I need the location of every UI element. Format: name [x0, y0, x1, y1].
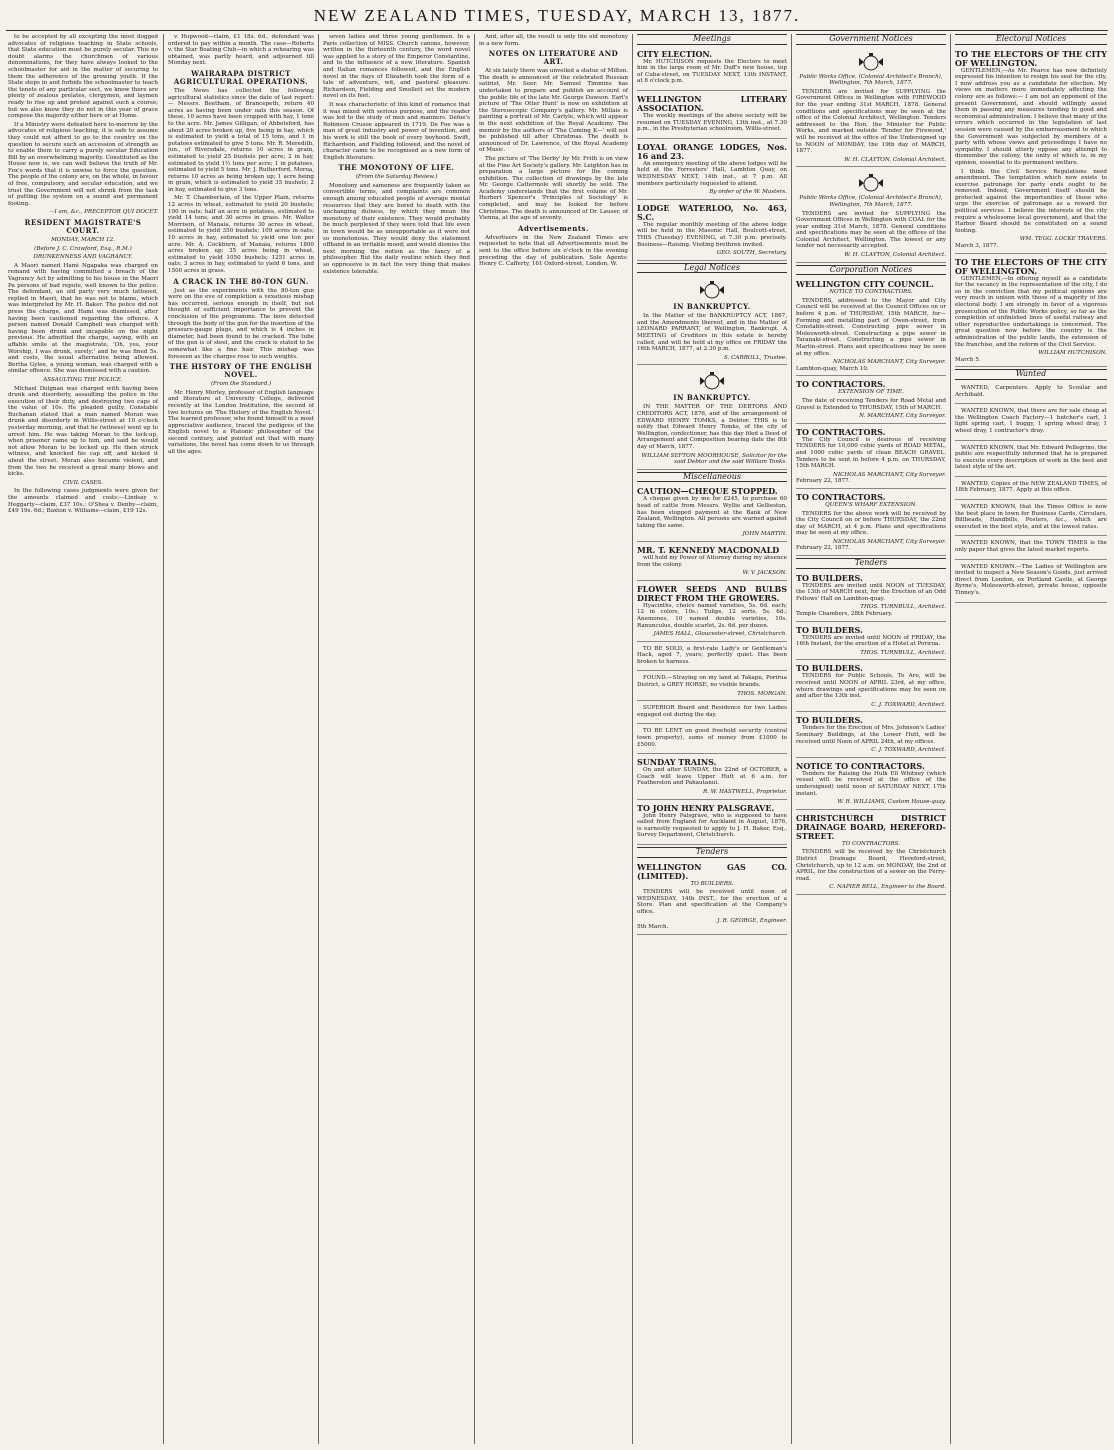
column-6	[796, 34, 946, 1444]
ad-text: WANTED KNOWN, that Mr. Edward Pellegrino, the public are respectfully informed that he is prepared to execute every description of work in the best and latest style of the art.	[955, 444, 1107, 471]
ad-heading: IN BANKRUPTCY.	[673, 393, 751, 403]
article-text: The picture of 'The Derby' by Mr. Frith is on view at the Fine Art Society's gallery. Mr. Leighton has in preparation a large picture for the coming exhibition. The collection of drawings by the late Mr. George Cattermole will shortly be sold. The Academy understands that the first volume of Mr. Herbert Spencer's 'Principles of Sociology' is completed, and may be looked for before Christmas. The death is announced of Dr. Lauser, of Vienna, at the age of seventy.	[479, 155, 628, 222]
ad-text: SUPERIOR Board and Residence for two Ladies engaged out during the day.	[637, 705, 787, 718]
ad-heading: IN BANKRUPTCY.	[673, 302, 751, 312]
advertisement	[796, 760, 946, 810]
section-tenders: Tenders	[637, 847, 787, 858]
ad-heading: WELLINGTON GAS CO. (LIMITED).	[637, 861, 787, 881]
advertisement	[796, 572, 946, 622]
column-divider	[950, 34, 951, 1444]
ad-text: TENDERS are invited until NOON of FRIDAY, the 16th Instant, for the erection of a Hotel at Porirua.	[796, 634, 946, 648]
advertisement	[796, 812, 946, 895]
section-miscellaneous: Miscellaneous	[637, 472, 787, 483]
ad-heading: TO BUILDERS.	[796, 715, 863, 726]
ad-heading: WELLINGTON LITERARY ASSOCIATION.	[637, 93, 787, 113]
ad-text: Tenders for the Erection of Mrs. Johnson's Ladies' Seminary Buildings, at the Lower Hutt, will be received until Noon of APRIL 24th, at my offices.	[796, 725, 946, 745]
source-line: (From the Saturday Review.)	[355, 174, 438, 181]
ad-text: The City Council is desirous of receiving TENDERS for 10,000 cubic yards of ROAD METAL, and 1000 cubic yards of clean BEACH GRAVEL. Tenders to be sent in before 4 p.m. on THURSDAY, 15th MARCH.	[796, 436, 946, 470]
ad-signature: N. MARCHANT, City Surveyor.	[859, 413, 946, 420]
ad-text: TENDERS for Public Schools, Te Aro, will be received until NOON of APRIL 23rd, at my office, where drawings and specifications may be seen on and after the 13th inst.	[796, 673, 946, 700]
ad-text: FOUND.—Straying on my land at Takapu, Porirua District, a GREY HORSE, no visible brands.	[637, 675, 787, 689]
section-heading: THE HISTORY OF THE ENGLISH NOVEL.	[169, 362, 313, 380]
royal-crest-icon	[697, 371, 727, 391]
ad-heading: TO THE ELECTORS OF THE CITY OF WELLINGTON.	[955, 256, 1107, 276]
column-1	[8, 34, 158, 1444]
ad-heading: LODGE WATERLOO, No. 463, S.C.	[637, 202, 787, 222]
ad-heading: TO BUILDERS.	[796, 572, 863, 583]
advertisement	[637, 726, 787, 754]
ad-heading: CHRISTCHURCH DISTRICT DRAINAGE BOARD, HEREFORD-STREET.	[796, 812, 946, 841]
ad-heading: TO BUILDERS.	[796, 624, 863, 635]
article-text: In the following cases judgments were given for the amounts claimed and costs:—Lindsay v. Heggarty—claim, £37 10s.; O'Shea v. Denby—claim, £49 19s. 6d.; Baxton v. Williams—claim, £19 12s.	[8, 488, 158, 515]
advertisement	[955, 256, 1107, 368]
ad-signature: W. R. WILLIAMS, Custom House-quay.	[837, 799, 946, 806]
ad-signature: NICHOLAS MARCHANT, City Surveyor.	[833, 538, 946, 545]
advertisement	[955, 562, 1107, 603]
section-wanted: Wanted	[955, 369, 1107, 380]
ad-text: WANTED, Carpenters. Apply to Scoular and Archibald.	[955, 384, 1107, 398]
ad-signature: R. W. HASTWELL, Proprietor.	[702, 789, 787, 795]
ad-text: The regular monthly meeting of the above lodge will be held in the Masonic Hall, Boulcott-street, THIS (Tuesday) EVENING, at 7.30 p.m. precisely. Business—Raising. Visiting brethren invited.	[637, 221, 787, 248]
ad-heading: WELLINGTON CITY COUNCIL.	[796, 279, 934, 290]
article-text: Mr. T. Chamberlain, of the Upper Plain, returns 12 acres in wheat, estimated to yield 20 bushels; 100 in oats; half an acre in potatoes, estimated to yield 14 tons, and 30 acres in grass. Mr. Walter Morrison, of Manaia, returns 30 acres in wheat, estimated to yield 350 bushels; 109 acres in oats; 10 acres in hay, estimated to yield one ton per acre. Mr. A. Cockburn, of Manaia, returns 1800 acres broken up; 35 acres being in wheat, estimated to yield 1050 bushels; 1251 acres in oats; 3 acres in hay, estimated to yield 6 tons, and 1500 acres in grass.	[168, 195, 314, 274]
ad-signature: W. V. JACKSON.	[742, 570, 787, 577]
ad-text: TENDERS will be received until noon of WEDNESDAY, 14th INST., for the erection of a Store. Plan and specification at the Company's office.	[637, 889, 787, 915]
advertisement	[637, 861, 787, 935]
section-heading: RESIDENT MAGISTRATE'S COURT.	[24, 218, 142, 236]
section-heading: Advertisements.	[518, 223, 589, 233]
ad-text: TO BE SOLD, a first-rate Lady's or Gentleman's Hack, aged 7, years; perfectly quiet. Has been broken to harness.	[637, 645, 787, 665]
article-text: v. Hopwood—claim, £1 18s. 6d., defendant was ordered to pay within a month. The case—Roberts v. the Star Boating Club—in which a rehearing was obtained, was partly heard, and adjourned till Monday next.	[168, 34, 314, 67]
subheading: DRUNKENNESS AND VAGRANCY.	[33, 254, 133, 261]
byline: (Before J. C. Crawford, Esq., R.M.)	[34, 245, 132, 252]
ad-signature: By order of the W. Masters.	[709, 189, 787, 196]
section-heading: WAIRARAPA DISTRICT AGRICULTURAL OPERATIONS.	[173, 68, 309, 86]
advertisement	[955, 383, 1107, 404]
dateline: MONDAY, MARCH 12.	[51, 237, 115, 244]
article-text: Michael Dolgnan was charged with having been drunk and disorderly, assaulting the police in the execution of their duty, and destroying two caps of the value of 10s. He pleaded guilty. Constable Buchanan stated that a man named Moran was drunk and disorderly in Willis-street at 10 o'clock yesterday morning, and that he (witness) went up to arrest him. He was taking Moran to the lock-up, when prisoner came up to him, and said he would not allow Moran to be locked up. He then struck witness, and knocked his cap off, and kicked it about the street. Moran also became violent, and from the two he received a great many blows and kicks.	[8, 385, 158, 478]
ad-heading: TO CONTRACTORS.	[796, 426, 886, 437]
ad-signature: THOS. MORGAN.	[737, 690, 787, 697]
advertisement	[637, 673, 787, 701]
ad-text: Tenders for Raising the Hulk Ell Whitney (which vessel will be received at the office of the undersigned) until noon of SATURDAY NEXT, 17th instant.	[796, 770, 946, 797]
ad-heading: CAUTION—CHEQUE STOPPED.	[637, 486, 778, 497]
ad-signature: J. R. GEORGE, Engineer.	[717, 917, 787, 924]
ad-text: John Henry Palsgrave, who is supposed to have sailed from England for Auckland in August, 1876, is earnestly requested to apply to J. H. Baker, Esq., Survey Department, Christchurch.	[637, 812, 787, 839]
advertisement	[955, 48, 1107, 254]
advertisement	[955, 538, 1107, 559]
advertisement	[955, 406, 1107, 440]
column-2	[168, 34, 314, 1444]
ad-date: Temple Chambers, 28th February.	[796, 611, 893, 618]
subheading: ASSAULTING THE POLICE.	[43, 376, 123, 383]
advertisement	[637, 202, 787, 261]
advertisement	[796, 662, 946, 712]
ad-heading: CITY ELECTION.	[637, 48, 712, 59]
advertisement	[796, 714, 946, 757]
ad-subheading: TO CONTRACTORS.	[841, 840, 901, 847]
column-divider	[318, 34, 319, 1444]
ad-text: TENDERS are invited until NOON of TUESDAY, the 13th of MARCH next, for the Erection of an Odd Fellows' Hall on Lambton-quay.	[796, 582, 946, 602]
ad-text: TENDERS will be received by the Christchurch District Drainage Board, Hereford-street, Christchurch, up to 12 a.m. on MONDAY, the 2nd of APRIL, for the construction of a sewer on the Ferry-road.	[796, 849, 946, 882]
ad-heading: FLOWER SEEDS AND BULBS DIRECT FROM THE GROWERS.	[637, 583, 787, 603]
column-4	[479, 34, 628, 1444]
article-text: It was characteristic of this kind of romance that it was mixed with serious purpose, and the reader was led to the study of men and manners. Defoe's Robinson Crusoe appeared in 1719. De Foe was a man of great industry and power of invention, and his work is still the book of every boyhood. Swift, Richardson, and Fielding followed, and the novel of character came to be recognised as a new form of English literature.	[323, 101, 470, 161]
advertisement	[796, 169, 946, 262]
section-meetings: Meetings	[637, 34, 787, 45]
ad-text: Mr. HUTCHISON requests the Electors to meet him in the large room of Mr. Duff's new house, top of Cuba-street, on TUESDAY NEXT, 13th INSTANT, at 8 o'clock p.m.	[637, 58, 787, 85]
ad-heading: TO BUILDERS.	[796, 663, 863, 674]
ad-text: On and after SUNDAY, the 22nd of OCTOBER, a Coach will leave Upper Hutt at 6 a.m. for Featherston and Pahautanui.	[637, 767, 787, 787]
article-text: The News has collected the following agricultural statistics since the date of last report:— Messrs. Beetham, of Brancepeth, return 40 acres as having been under oats this season. Of these, 10 acres have been cropped with hay, 1 tone to the acre. Mr. James Gilligan, of Abbotsford, has about 20 acres broken up, five being in hay, which is estimated to yield a total of 15 tons, and 1 in potatoes estimated to give 5 tons. Mr. R. Meredith, jun., of Riversdale, returns 10 acres in grain, estimated to yield 25 bushels per acre; 2 in hay, estimated to yield 1½ tons per acre; 1 in potatoes, estimated to yield 5 tons. Mr. J. Rutherford, Moroa, returns 10 acres as being broken up; 1 acre being in grain, which is estimated to yield 35 bushels; 2 in hay, estimated to give 3 tons.	[168, 87, 314, 193]
advertisement	[637, 544, 787, 581]
ad-text: WANTED KNOWN, that there are for sale cheap at the Wellington Coach Factory—1 butcher's cart, 1 light spring cart, 1 buggy, 1 spring wheel dray, 1 wheel dray, 1 contractor's dray.	[955, 408, 1107, 434]
ad-signature: WILLIAM SEFTON MOORHOUSE, Solicitor for the said Debtor and the said William Tonks.	[641, 452, 787, 466]
column-7	[955, 34, 1107, 1444]
article-text: seven ladies and three young gentlemen. In a Paris collection of MISS. Church canons, however, written in the thirteenth century, the word novel was applied to a story of the Emperor Constantine, and to the influence of a new literature. Spanish and Italian romances followed, and the English novel in the days of Elizabeth took the form of a tale of adventure, wit, and pastoral pleasure. Richardson, Fielding and Smollett set the modern novel on its feet.	[323, 34, 470, 100]
section-government-notices: Government Notices	[796, 34, 946, 45]
section-heading: A CRACK IN THE 80-TON GUN.	[173, 276, 309, 286]
ad-text: TENDERS for the above work will be received by the City Council on or before THURSDAY, the 22nd day of MARCH, at 4 p.m. Plans and specifications may be seen at my office.	[796, 510, 946, 537]
ad-heading: LOYAL ORANGE LODGES, Nos. 16 and 23.	[637, 141, 787, 161]
ad-signature: WILLIAM HUTCHISON.	[1038, 350, 1107, 357]
ad-signature: JOHN MARTIN.	[742, 531, 787, 538]
advertisement	[637, 485, 787, 542]
column-divider	[163, 34, 164, 1444]
advertisement	[796, 278, 946, 376]
ad-heading: TO THE ELECTORS OF THE CITY OF WELLINGTON.	[955, 48, 1107, 68]
royal-crest-icon	[697, 280, 727, 300]
ad-heading: MR. T. KENNEDY MACDONALD	[637, 544, 780, 555]
advertisement	[637, 802, 787, 845]
section-heading: THE MONOTONY OF LIFE.	[338, 163, 455, 173]
column-divider	[791, 34, 792, 1444]
article-text: Advertisers in the New Zealand Times are requested to note that all Advertisements must be sent to the office before six o'clock in the evening preceding the day of publication. Sole Agents: Henry C. Cafferty, 161 Oxford-street, London, W.	[479, 234, 628, 268]
advertisement	[955, 443, 1107, 477]
section-corporation-notices: Corporation Notices	[796, 265, 946, 276]
advertisement	[637, 48, 787, 91]
ad-text: TO BE LENT on good freehold security (central town property), sums of money from £1000 to £5000.	[637, 728, 787, 748]
advertisement	[955, 479, 1107, 500]
ad-date: Lambton-quay, March 10.	[796, 365, 869, 372]
article-text: Just as the experiments with the 80-ton gun were on the eve of completion a vexatious mishap has occurred, serious enough in itself, but not thought of sufficient importance to prevent the conclusion of the programme. The bore detected through the body of the gun for the insertion of the pressure-gauge plugs, and which is 4 inches in diameter, had been found to be cracked. The tube of the gun is of steel, and the crack is stated to be somewhat like a fine hair. This mishap was foreseen as the charges rose to such weights.	[168, 287, 314, 360]
section-tenders: Tenders	[796, 558, 946, 569]
ad-subheading: TO BUILDERS.	[690, 880, 734, 887]
ad-text: TENDERS, addressed to the Mayor and City Council will be received at the Council Offices on or before 4 p.m. of THURSDAY, 15th MARCH, for— Forming and metalling part of Owen-street, from Constable-street. Constructing pipe sewer in Molesworth-street. Constructing a pipe sewer in Taranaki-street. Constructing a pipe sewer in Martin-street. Plans and specifications may be seen at my office.	[796, 297, 946, 357]
column-5	[637, 34, 787, 1444]
ad-signature: WM. TEGG. LOCKE TRAVERS.	[1019, 236, 1107, 243]
ad-signature: THOS. TURNBULL, Architect.	[860, 649, 946, 656]
ad-text: WANTED KNOWN, that the Times Office is now the best place in town for Business Cards, Circulars, Billheads, Handbills, Posters, &c., which are executed in the best style, and at the lowest rates.	[955, 504, 1107, 530]
ad-text: TENDERS are invited for SUPPLYING the Government Offices in Wellington with FIREWOOD for the year ending 31st MARCH, 1878. General conditions and specifications may be seen at the office of the Colonial Architect, Wellington. Tenders addressed to the Hon. the Minister for Public Works, and marked outside 'Tender for Firewood,' will be received at the office of the Undersigned up to NOON of MONDAY, the 19th day of MARCH, 1877.	[796, 88, 946, 155]
advertisement	[637, 367, 787, 469]
ad-signature: S. CARROLL, Trustee.	[723, 354, 787, 361]
masthead: NEW ZEALAND TIMES, TUESDAY, MARCH 13, 1877.	[313, 6, 801, 25]
ad-heading: TO CONTRACTORS.	[796, 491, 886, 502]
ad-signature: NICHOLAS MARCHANT, City Surveyor.	[833, 471, 946, 478]
ad-subheading: Public Works Office, (Colonial Architect's Branch), Wellington, 7th March, 1877.	[799, 195, 943, 208]
column-divider	[632, 34, 633, 1444]
ad-text: In the Matter of the BANKRUPTCY ACT, 1867, and the Amendments thereof, and in the Matter of LEONARD PARRANT, of Wellington, Bankrupt. A MEETING of Creditors in this estate is hereby called, and will be held at my office on FRIDAY the 16th MARCH, 1877, at 2.30 p.m.	[637, 313, 787, 353]
ad-signature: NICHOLAS MARCHANT, City Surveyor.	[833, 359, 946, 366]
advertisement	[637, 756, 787, 799]
article-text: Mr. Henry Morley, professor of English language and literature at University College, delivered recently at the London Institution, the second of two lectures on 'The History of the English Novel.' The learned professor, who found himself in a most appreciative audience, traced the pedigree of the English novel to a Platonic philosopher of the second century, and pointed out that with many variations, the novel has come down to us through all the ages.	[168, 389, 314, 456]
article-text: And, after all, the result is only the old monotony in a new form.	[479, 34, 628, 47]
ad-text: GENTLEMEN,—In offering myself as a candidate for the vacancy in the representation of the city, I do so in the conviction that my political opinions are very much in unison with those of a majority of the electoral body. I am strongly in favor of a vigorous prosecution of the Public Works policy, so far as the completion of unfinished lines of useful railway and other reproductive undertakings is concerned. The great question now before the country is the administration of the public lands, the extension of the franchise, and the reform of the Civil Service.	[955, 275, 1107, 348]
ad-date: 5th March.	[637, 924, 669, 931]
advertisement	[796, 48, 946, 168]
article-text: to be accepted by all excepting the most dogged advocates of religious teaching in State schools, that State education must be purely secular. This no doubt alarms the churchmen of various denominations, for they have always looked to the schoolmaster for aid in the matter of securing to them the adherence of the growing youth. If the State steps in and forbids the schoolmaster to teach the tenets of any particular sect, we know there are plenty of zealous prelates, clergymen, and laymen ready to rise up and protest against such a course; but we also know they do not in this year of grace compose the majority either here or at Home.	[8, 34, 158, 120]
ad-date: March 5.	[955, 356, 981, 363]
ad-heading: TO JOHN HENRY PALSGRAVE.	[637, 802, 775, 813]
advertisement	[637, 93, 787, 139]
advertisement	[637, 583, 787, 642]
ad-text: A cheque given by me for £245, to purchase 60 head of cattle from Messrs. Wyllie and Gellieston, has been stopped payment at the Bank of New Zealand, Wellington. All persons are warned against taking the same.	[637, 496, 787, 529]
royal-crest-icon	[856, 52, 886, 72]
advertisement	[796, 624, 946, 661]
ad-signature: W. H. CLAYTON, Colonial Architect.	[844, 252, 946, 259]
ad-text: TENDERS are invited for SUPPLYING the Government Offices in Wellington with COAL for the year ending 31st March, 1878. General conditions and specifications may be seen at the offices of the Colonial Architect, Wellington. The lowest or any tender not necessarily accepted.	[796, 210, 946, 250]
ad-subheading: NOTICE TO CONTRACTORS.	[829, 289, 913, 296]
ad-subheading: Public Works Office, (Colonial Architect's Branch), Wellington, 7th March, 1877.	[799, 73, 943, 87]
subheading: CIVIL CASES.	[63, 479, 103, 486]
advertisement	[955, 502, 1107, 536]
ad-heading: NOTICE TO CONTRACTORS.	[796, 760, 925, 771]
ad-text: I think the Civil Service Regulations need amendment. The temptation which now exists to exercise patronage for party ends ought to be removed. Indeed, Government itself should be protected against the importunities of those who urge the exercise of patronage as a reward for political services. I believe the interests of the city require a wholesome local government, and that the Harbor Board should be constituted on a sound footing.	[955, 168, 1107, 234]
article-text: A Maori named Hami Ngapaka was charged on remand with having committed a breach of the Vagrancy Act by admitting to his house in the Maori Pa persons of bad repute, well known to the police. The defendant, an old party very much tattooed, replied in Maori, that he was not to blame, which was interpreted by Mr. H. Baker. The police did not press the charge, and Hami was dismissed, after having been cautioned regarding the offence. A person named Donald Campbell was charged with having been drunk and incapable on the night previous. He admitted the charge, saying, with an affable smile at the magistrate, 'Oh, yes, your Worship, I was drunk, surely;' and he was fined 5s. and costs, the usual alternative being allowed. Bertha Gylee, a young woman, was charged with a similar offence. She was dismissed with a caution.	[8, 262, 158, 375]
signature: —I am, &c., PRECEPTOR QUI DOCET.	[48, 209, 158, 216]
section-legal-notices: Legal Notices	[637, 263, 787, 274]
ad-signature: JAMES HALL, Gloucester-street, Christchurch.	[653, 631, 787, 638]
ad-signature: W. H. CLAYTON, Colonial Architect.	[844, 156, 946, 163]
section-electoral-notices: Electoral Notices	[955, 34, 1107, 45]
ad-text: WANTED KNOWN, that the TOWN TIMES is the only paper that gives the latest market reports.	[955, 540, 1107, 554]
ad-signature: C. J. TOXWARD, Architect.	[871, 701, 946, 708]
advertisement	[637, 141, 787, 200]
ad-signature: C. J. TOXWARD, Architect.	[871, 747, 946, 754]
column-3	[323, 34, 470, 1444]
article-text: At six lately there was unveiled a statue of Milton. The death is announced of the celebrated Russian satirist, Mr. Seer. Mr. Samuel Timmins has undertaken to prepare and publish an account of the public life of the late Mr. George Dawson. Earl's picture of 'The Otter Hunt' is now on exhibition at the Stereoscopic Company's gallery. Mr. Millais is painting a portrait of Mr. Carlyle, which will appear in the next exhibition of the Royal Academy. The memoir by the authors of 'The Coming K—' will not be published till after Christmas. The death is announced of Dr. Lawrence, of the Royal Academy of Music.	[479, 68, 628, 154]
column-divider	[474, 34, 475, 1444]
ad-subheading: QUEEN'S WHARF EXTENSION.	[825, 501, 917, 508]
ad-text: Hyacinths, choice named varieties, 5s. 6d. each; 12 in colors, 10s.; Tulips, 12 sorts, 5s. 6d.; Anemones, 10 named double varieties, 10s. Ranunculus, double scarlet, 2s. 6d. per dozen.	[637, 602, 787, 629]
advertisement	[796, 378, 946, 423]
ad-text: WANTED KNOWN.—The Ladies of Wellington are invited to inspect a New Season's Goods, just arrived direct from London, ex Portland Castle, at George Byrne's, Molesworth-street, private house, opposite Tinney's.	[955, 563, 1107, 596]
advertisement	[796, 426, 946, 489]
article-text: If a Ministry were defeated here to-morrow by the advocates of religious teaching, it is safe to assume they could not afford to go to the country on the question to secure such an accession of strength as to enable them to carry a purely secular Education Bill by an overwhelming majority. Constituted as the House now is, we can well believe the truth of Mr. Fox's words that it is unwise to force the question. The people of the colony are, on the whole, in favour of free, compulsory, and secular education, and we trust the Government will not shrink from the task of putting the system on a sound and permanent footing.	[8, 121, 158, 207]
ad-signature: C. NAPIER BELL, Engineer to the Board.	[829, 884, 946, 891]
ad-text: The weekly meetings of the above society will be resumed on TUESDAY EVENING, 13th inst., at 7.30 p.m., in the Presbyterian schoolroom, Willis-street.	[637, 112, 787, 133]
ad-date: February 22, 1877.	[796, 478, 851, 485]
ad-subheading: EXTENSION OF TIME.	[838, 389, 904, 396]
source-line: (From the Standard.)	[210, 381, 272, 388]
ad-text: will hold my Power of Attorney during my absence from the colony.	[637, 554, 787, 568]
ad-signature: THOS. TURNBULL, Architect.	[860, 604, 946, 611]
ad-text: IN THE MATTER OF THE DEBTORS AND CREDITORS ACT, 1876, and of the arrangement of EDWARD HENRY TOMKS, a Debtor. THIS is to notify that Edward Henry Tomks, of the city of Wellington, confectioner, has this day filed a Deed of Arrangement and Composition bearing date the 8th day of March, 1877.	[637, 404, 787, 450]
advertisement	[637, 276, 787, 365]
ad-heading: TO CONTRACTORS.	[796, 379, 886, 390]
ad-text: An emergency meeting of the above lodges will be held at the Forresters' Hall, Lambton Quay, on WEDNESDAY NEXT, 14th inst., at 7 p.m. All members particularly requested to attend.	[637, 160, 787, 187]
advertisement	[637, 703, 787, 724]
ad-date: March 3, 1877.	[955, 243, 999, 250]
section-heading: NOTES ON LITERATURE AND ART.	[488, 49, 619, 67]
advertisement	[796, 491, 946, 556]
advertisement	[637, 644, 787, 672]
royal-crest-icon	[856, 173, 886, 193]
ad-date: February 22, 1877.	[796, 545, 851, 552]
masthead-rule	[6, 30, 1108, 31]
article-text: Monotony and sameness are frequently taken as convertible terms, and complaints are common enough among educated people of average mental resources that they are bored to death with the unchanging dulness, by which they mean the monotony of their existence. They would probably be much perplexed if they were told that life even in town would be as unsupportable as it were not so monotonous. They would deny the statement offhand in an irritable mood; and would dismiss the next morning the notion as the fancy of a philosopher. But the daily routine which they find so oppressive is in fact the very thing that makes existence tolerable.	[323, 182, 470, 275]
ad-heading: SUNDAY TRAINS.	[637, 757, 717, 768]
ad-text: WANTED, Copies of the NEW ZEALAND TIMES, of 18th February, 1877. Apply at this office.	[955, 480, 1107, 494]
ad-text: GENTLEMEN,—As Mr. Pearce has now definitely expressed his intention to resign his seat for the city, I now address you as a candidate for election. My views on matters more immediately affecting the colony are as follows:— I am not an opponent of the present Government, and should willingly assist them in passing any measures tending to good and economical administration. I believe that many of the errors which occurred in the legislation of last session were caused by the embarrassment to which the Government was subjected by members of a party with whose views and proceedings I have no sympathy. I should utterly oppose any attempt to dismember the colony, the unity of which is, in my opinion, essential to its permanent welfare.	[955, 67, 1107, 166]
ad-signature: GEO. SOUTH, Secretary.	[716, 250, 787, 257]
ad-text: The date of receiving Tenders for Road Metal and Gravel is Extended to THURSDAY, 15th of MARCH.	[796, 397, 946, 411]
